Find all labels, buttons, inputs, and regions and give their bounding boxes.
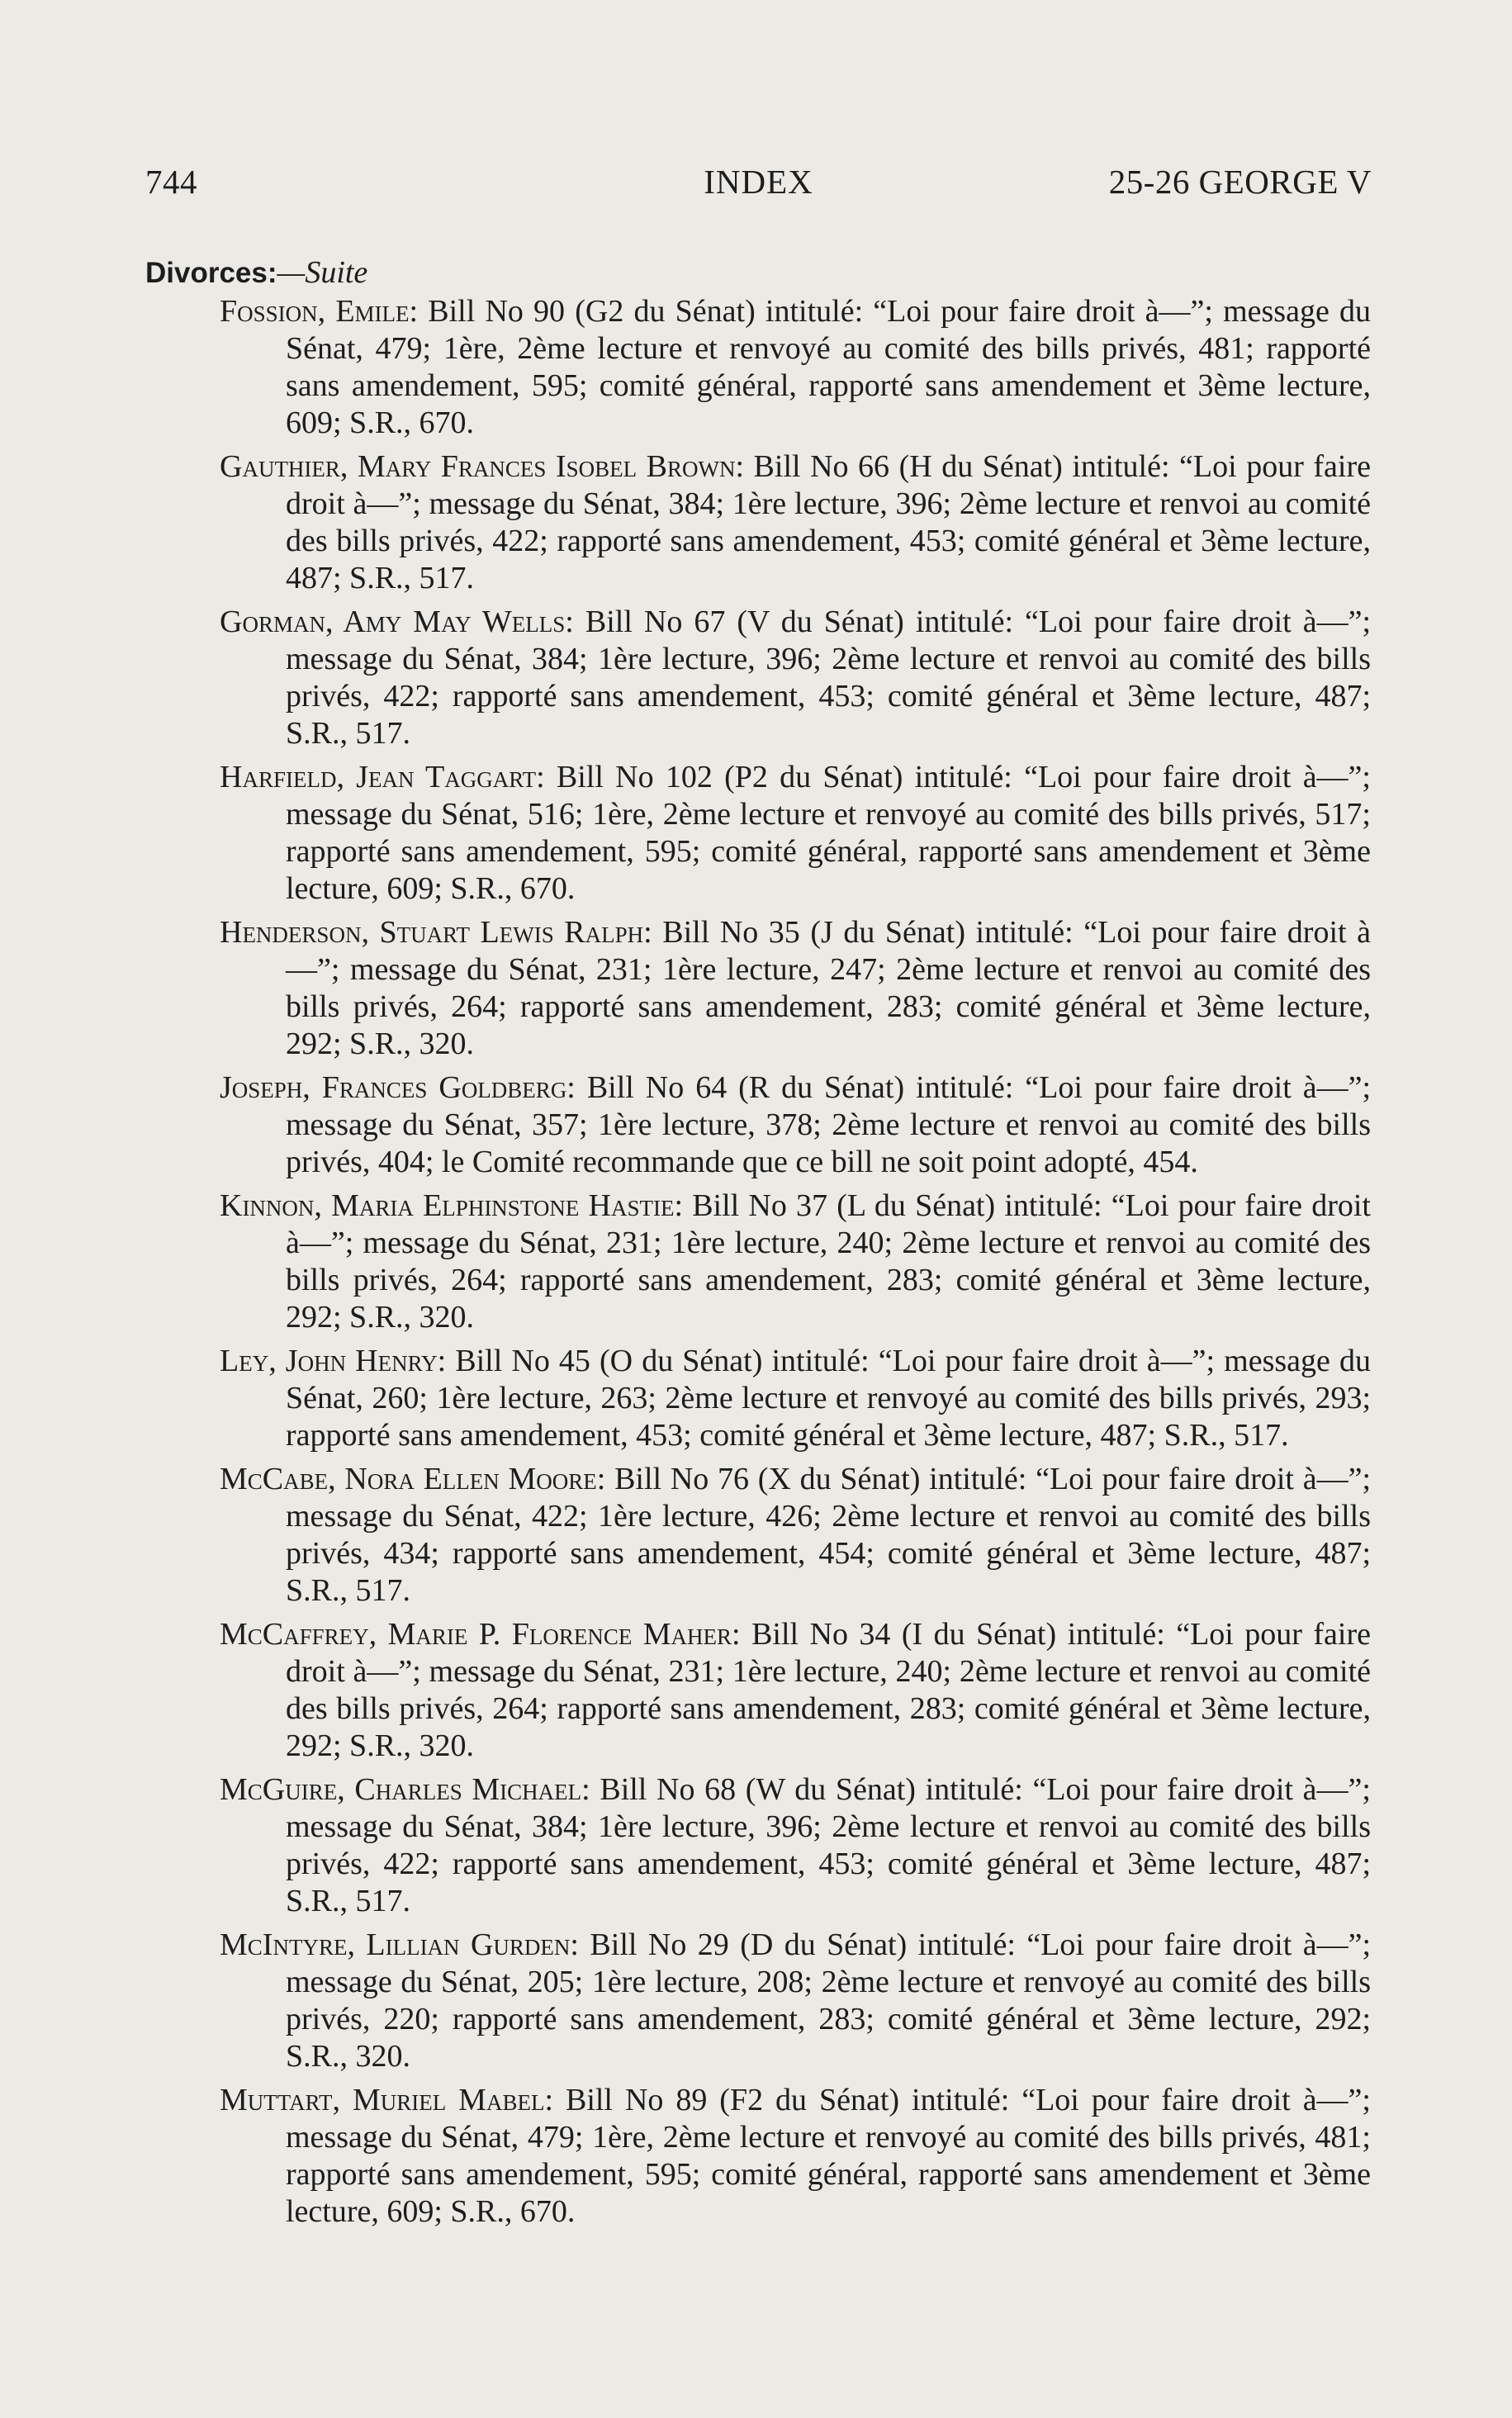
- entry-text: Bill No 90 (G2 du Sénat) intitulé: “Loi pour faire droit à—”; message du Sénat, 479; 1ère, 2ème lecture et renvoyé au comité des bills privés, 481; rapporté sans amendement, 595; comité général, rapporté sans amendement et 3ème lecture, 609; S.R., 670.: [286, 294, 1371, 440]
- entry-name: Muttart, Muriel Mabel:: [220, 2083, 554, 2117]
- index-entry: [220, 914, 1371, 1063]
- entry-name: McCaffrey, Marie P. Florence Maher:: [220, 1617, 741, 1652]
- entry-name: McGuire, Charles Michael:: [220, 1772, 590, 1807]
- entry-name: Joseph, Frances Goldberg:: [220, 1070, 576, 1105]
- entry-text: Bill No 66 (H du Sénat) intitulé: “Loi pour faire droit à—”; message du Sénat, 384; 1ère lecture, 396; 2ème lecture et renvoi au comité des bills privés, 422; rapporté sans amendement, 453; comité général et 3ème lecture, 487; S.R., 517.: [286, 449, 1371, 595]
- index-entry: [220, 759, 1371, 908]
- section-heading: [145, 254, 1371, 292]
- index-entry: [220, 1188, 1371, 1336]
- entry-name: Fossion, Emile:: [220, 294, 419, 329]
- entry-text: Bill No 67 (V du Sénat) intitulé: “Loi pour faire droit à—”; message du Sénat, 384; 1ère lecture, 396; 2ème lecture et renvoi au comité des bills privés, 422; rapporté sans amendement, 453; comité général et 3ème lecture, 487; S.R., 517.: [286, 604, 1372, 751]
- entry-name: Gorman, Amy May Wells:: [220, 604, 574, 639]
- entry-name: Gauthier, Mary Frances Isobel Brown:: [220, 449, 745, 484]
- index-entry: [220, 2082, 1371, 2231]
- index-entry: [220, 604, 1371, 752]
- index-entry: [220, 1927, 1371, 2075]
- entry-name: Henderson, Stuart Lewis Ralph:: [220, 915, 652, 950]
- page-title: INDEX: [704, 163, 813, 201]
- entry-text: Bill No 89 (F2 du Sénat) intitulé: “Loi pour faire droit à—”; message du Sénat, 479; 1ère, 2ème lecture et renvoyé au comité des bills privés, 481; rapporté sans amendement, 595; comité général, rapporté sans amendement et 3ème lecture, 609; S.R., 670.: [286, 2083, 1371, 2229]
- index-entry: [220, 1461, 1371, 1610]
- entry-text: Bill No 35 (J du Sénat) intitulé: “Loi pour faire droit à—”; message du Sénat, 231; 1ère lecture, 247; 2ème lecture et renvoi au comité des bills privés, 264; rapporté sans amendement, 283; comité général et 3ème lecture, 292; S.R., 320.: [286, 915, 1371, 1061]
- index-entry: [220, 1069, 1371, 1181]
- entry-text: Bill No 37 (L du Sénat) intitulé: “Loi pour faire droit à—”; message du Sénat, 231; 1ère lecture, 240; 2ème lecture et renvoi au comité des bills privés, 264; rapporté sans amendement, 283; comité général et 3ème lecture, 292; S.R., 320.: [286, 1188, 1371, 1335]
- index-entry: [220, 1343, 1371, 1454]
- entry-text: Bill No 76 (X du Sénat) intitulé: “Loi pour faire droit à—”; message du Sénat, 422; 1ère lecture, 426; 2ème lecture et renvoi au comité des bills privés, 434; rapporté sans amendement, 454; comité général et 3ème lecture, 487; S.R., 517.: [286, 1462, 1372, 1608]
- section-continued: —Suite: [277, 255, 368, 290]
- volume-title: 25-26 GEORGE V: [1108, 163, 1372, 201]
- entry-text: Bill No 68 (W du Sénat) intitulé: “Loi pour faire droit à—”; message du Sénat, 384; 1ère lecture, 396; 2ème lecture et renvoi au comité des bills privés, 422; rapporté sans amendement, 453; comité général et 3ème lecture, 487; S.R., 517.: [286, 1772, 1371, 1918]
- index-entry: [220, 293, 1371, 442]
- entry-name: McCabe, Nora Ellen Moore:: [220, 1462, 606, 1496]
- section-label: Divorces:: [145, 257, 277, 289]
- index-body: [145, 254, 1371, 2237]
- entry-name: Harfield, Jean Taggart:: [220, 760, 545, 794]
- entry-name: McIntyre, Lillian Gurden:: [220, 1927, 579, 1962]
- entry-text: Bill No 34 (I du Sénat) intitulé: “Loi pour faire droit à—”; message du Sénat, 231; 1ère lecture, 240; 2ème lecture et renvoi au comité des bills privés, 264; rapporté sans amendement, 283; comité général et 3ème lecture, 292; S.R., 320.: [286, 1617, 1371, 1763]
- entry-text: Bill No 45 (O du Sénat) intitulé: “Loi pour faire droit à—”; message du Sénat, 260; 1ère lecture, 263; 2ème lecture et renvoyé au comité des bills privés, 293; rapporté sans amendement, 453; comité général et 3ème lecture, 487; S.R., 517.: [286, 1344, 1372, 1453]
- index-entry: [220, 1771, 1371, 1920]
- page-number: 744: [145, 163, 197, 201]
- index-entry: [220, 448, 1371, 597]
- entry-name: Ley, John Henry:: [220, 1344, 447, 1378]
- running-head: [145, 162, 1372, 208]
- entry-text: Bill No 64 (R du Sénat) intitulé: “Loi pour faire droit à—”; message du Sénat, 357; 1ère lecture, 378; 2ème lecture et renvoi au comité des bills privés, 404; le Comité recommande que ce bill ne soit point adopté, 454.: [286, 1070, 1371, 1179]
- entry-text: Bill No 102 (P2 du Sénat) intitulé: “Loi pour faire droit à—”; message du Sénat, 516; 1ère, 2ème lecture et renvoyé au comité des bills privés, 517; rapporté sans amendement, 595; comité général, rapporté sans amendement et 3ème lecture, 609; S.R., 670.: [286, 760, 1371, 906]
- index-entry: [220, 1616, 1371, 1765]
- entry-text: Bill No 29 (D du Sénat) intitulé: “Loi pour faire droit à—”; message du Sénat, 205; 1ère lecture, 208; 2ème lecture et renvoyé au comité des bills privés, 220; rapporté sans amendement, 283; comité général et 3ème lecture, 292; S.R., 320.: [286, 1927, 1372, 2074]
- entry-name: Kinnon, Maria Elphinstone Hastie:: [220, 1188, 683, 1223]
